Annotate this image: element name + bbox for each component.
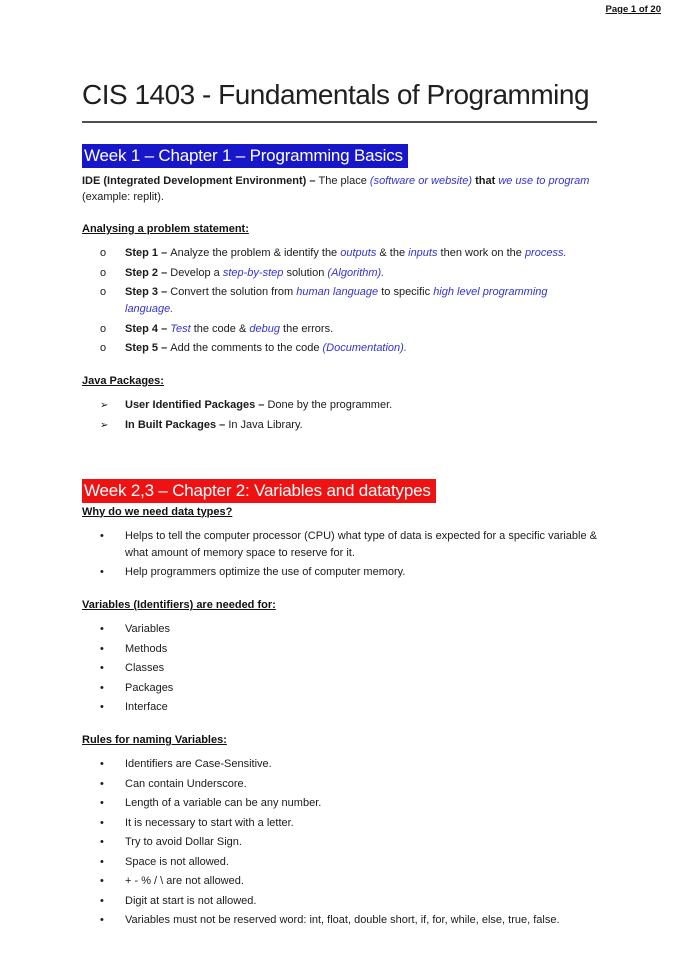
text-run: the code &	[193, 322, 250, 335]
naming-rules-list	[82, 756, 597, 929]
text-run: Methods	[125, 642, 168, 655]
text-run: Done by the programmer.	[267, 399, 393, 411]
list-item-text	[125, 340, 597, 357]
text-run: Interface	[125, 701, 168, 713]
list-item	[100, 854, 597, 871]
bullet-icon: •	[100, 836, 104, 848]
text-run: debug	[249, 322, 284, 335]
text-run: to specific	[381, 286, 434, 298]
list-item-text	[125, 321, 597, 338]
identifiers-needed-list	[82, 621, 597, 716]
problem-steps-list	[82, 245, 597, 357]
bullet-icon: •	[100, 642, 104, 655]
text-run: human language	[296, 286, 382, 298]
text-run: In Built Packages –	[125, 418, 229, 431]
list-item-text	[125, 699, 597, 716]
list-item	[100, 660, 597, 677]
text-run: that	[475, 175, 499, 187]
text-run: Variables	[125, 623, 171, 635]
text-run: (software or website)	[369, 175, 476, 187]
arrow-bullet-icon: ➢	[100, 400, 109, 411]
circle-bullet-icon: o	[100, 322, 107, 335]
list-item	[100, 417, 597, 434]
text-run: In Java Library.	[228, 418, 303, 431]
document-sections	[82, 144, 597, 929]
list-item-text	[125, 854, 597, 871]
week23-heading-row	[82, 479, 597, 503]
list-item	[100, 564, 597, 581]
list-item	[100, 893, 597, 910]
naming-rules-heading: Rules for naming Variables:	[82, 734, 227, 746]
list-item	[100, 284, 597, 318]
list-item-text	[125, 397, 597, 414]
list-item	[100, 776, 597, 793]
list-item-text	[125, 815, 597, 832]
list-item-text	[125, 834, 597, 851]
text-run: we use to program	[498, 175, 590, 187]
week1-heading: Week 1 – Chapter 1 – Programming Basics	[82, 144, 408, 168]
text-run: the errors.	[283, 322, 334, 335]
list-item-text	[125, 795, 597, 812]
list-item	[100, 873, 597, 890]
bullet-icon: •	[100, 566, 104, 578]
arrow-bullet-icon: ➢	[100, 419, 109, 431]
text-run: Identifiers are Case-Sensitive.	[125, 758, 272, 770]
text-run: Help programmers optimize the use of computer memory.	[125, 566, 406, 578]
identifiers-needed-heading: Variables (Identifiers) are needed for:	[82, 599, 276, 611]
text-run: Develop a	[170, 266, 223, 279]
list-item	[100, 340, 597, 357]
list-item	[100, 912, 597, 929]
circle-bullet-icon: o	[100, 286, 107, 298]
text-run: step-by-step	[222, 266, 287, 279]
text-run: outputs	[340, 247, 377, 259]
list-item-text	[125, 564, 597, 581]
list-item-text	[125, 873, 597, 890]
text-run: Step 5 –	[125, 342, 171, 354]
list-item	[100, 834, 597, 851]
text-run: solution	[286, 266, 328, 279]
text-run: inputs	[408, 247, 438, 259]
text-run: Digit at start is not allowed.	[125, 894, 257, 907]
text-run: Can contain Underscore.	[125, 777, 247, 790]
bullet-icon: •	[100, 797, 104, 809]
analysing-problem-heading: Analysing a problem statement:	[82, 223, 249, 235]
text-run: (Algorithm).	[327, 266, 385, 279]
bullet-icon: •	[100, 914, 104, 926]
list-item-text	[125, 680, 597, 697]
text-run: high level programming language.	[125, 286, 548, 315]
bullet-icon: •	[100, 662, 104, 674]
list-item-text	[125, 284, 597, 318]
bullet-icon: •	[100, 875, 104, 887]
bullet-icon: •	[100, 701, 104, 713]
text-run: + - % / \ are not allowed.	[125, 875, 244, 887]
list-item	[100, 815, 597, 832]
why-data-types-heading: Why do we need data types?	[82, 505, 233, 518]
data-types-reasons-list	[82, 528, 597, 582]
text-run: User Identified Packages –	[125, 399, 268, 411]
list-item-text	[125, 912, 597, 929]
text-run: Try to avoid Dollar Sign.	[125, 836, 242, 848]
text-run: Analyze the problem & identify the	[170, 247, 341, 259]
text-run: Test	[170, 322, 194, 335]
bullet-icon: •	[100, 681, 104, 694]
list-item-text	[125, 893, 597, 910]
list-item	[100, 699, 597, 716]
list-item-text	[125, 641, 597, 658]
list-item	[100, 795, 597, 812]
list-item	[100, 756, 597, 773]
text-run: Variables must not be reserved word: int, float, double short, if, for, while, else, true, false.	[125, 914, 560, 926]
list-item-text	[125, 265, 597, 282]
text-run: Step 1 –	[125, 247, 171, 259]
text-run: & the	[376, 247, 409, 259]
week23-heading: Week 2,3 – Chapter 2: Variables and datatypes	[82, 479, 436, 503]
document-title: CIS 1403 - Fundamentals of Programming	[82, 0, 597, 123]
list-item-text	[125, 245, 597, 262]
text-run: The place	[318, 175, 370, 187]
bullet-icon: •	[100, 855, 104, 868]
list-item	[100, 265, 597, 282]
circle-bullet-icon: o	[100, 266, 107, 279]
list-item	[100, 641, 597, 658]
java-packages-heading: Java Packages:	[82, 375, 164, 387]
text-run: Length of a variable can be any number.	[125, 797, 322, 809]
text-run: It is necessary to start with a letter.	[125, 816, 294, 829]
text-run: (Documentation).	[322, 342, 407, 354]
text-run: (example: replit).	[82, 191, 164, 203]
circle-bullet-icon: o	[100, 247, 107, 259]
bullet-icon: •	[100, 777, 104, 790]
document-content	[82, 0, 597, 929]
list-item-text	[125, 417, 597, 434]
text-run: process.	[524, 247, 567, 259]
list-item-text	[125, 776, 597, 793]
list-item	[100, 397, 597, 414]
text-run: Step 4 –	[125, 322, 171, 335]
circle-bullet-icon: o	[100, 342, 107, 354]
bullet-icon: •	[100, 529, 104, 542]
list-item	[100, 528, 597, 562]
list-item	[100, 680, 597, 697]
text-run: IDE (Integrated Development Environment) –	[82, 175, 319, 187]
text-run: Step 2 –	[125, 266, 171, 279]
text-run: Classes	[125, 662, 165, 674]
list-item	[100, 245, 597, 262]
bullet-icon: •	[100, 758, 104, 770]
list-item-text	[125, 621, 597, 638]
page-number: Page 1 of 20	[605, 4, 661, 15]
bullet-icon: •	[100, 894, 104, 907]
list-item	[100, 621, 597, 638]
list-item-text	[125, 756, 597, 773]
list-item-text	[125, 528, 597, 562]
text-run: Packages	[125, 681, 174, 694]
list-item	[100, 321, 597, 338]
text-run: Add the comments to the code	[170, 342, 323, 354]
bullet-icon: •	[100, 623, 104, 635]
week1-heading-row	[82, 144, 597, 168]
text-run: Helps to tell the computer processor (CPU) what type of data is expected for a specific variable & what amount of memory space to reserve for it.	[125, 529, 597, 559]
ide-definition-paragraph	[82, 173, 597, 205]
text-run: Space is not allowed.	[125, 855, 229, 868]
text-run: then work on the	[437, 247, 525, 259]
list-item-text	[125, 660, 597, 677]
java-packages-list	[82, 397, 597, 434]
text-run: Convert the solution from	[170, 286, 297, 298]
bullet-icon: •	[100, 816, 104, 829]
text-run: Step 3 –	[125, 286, 171, 298]
